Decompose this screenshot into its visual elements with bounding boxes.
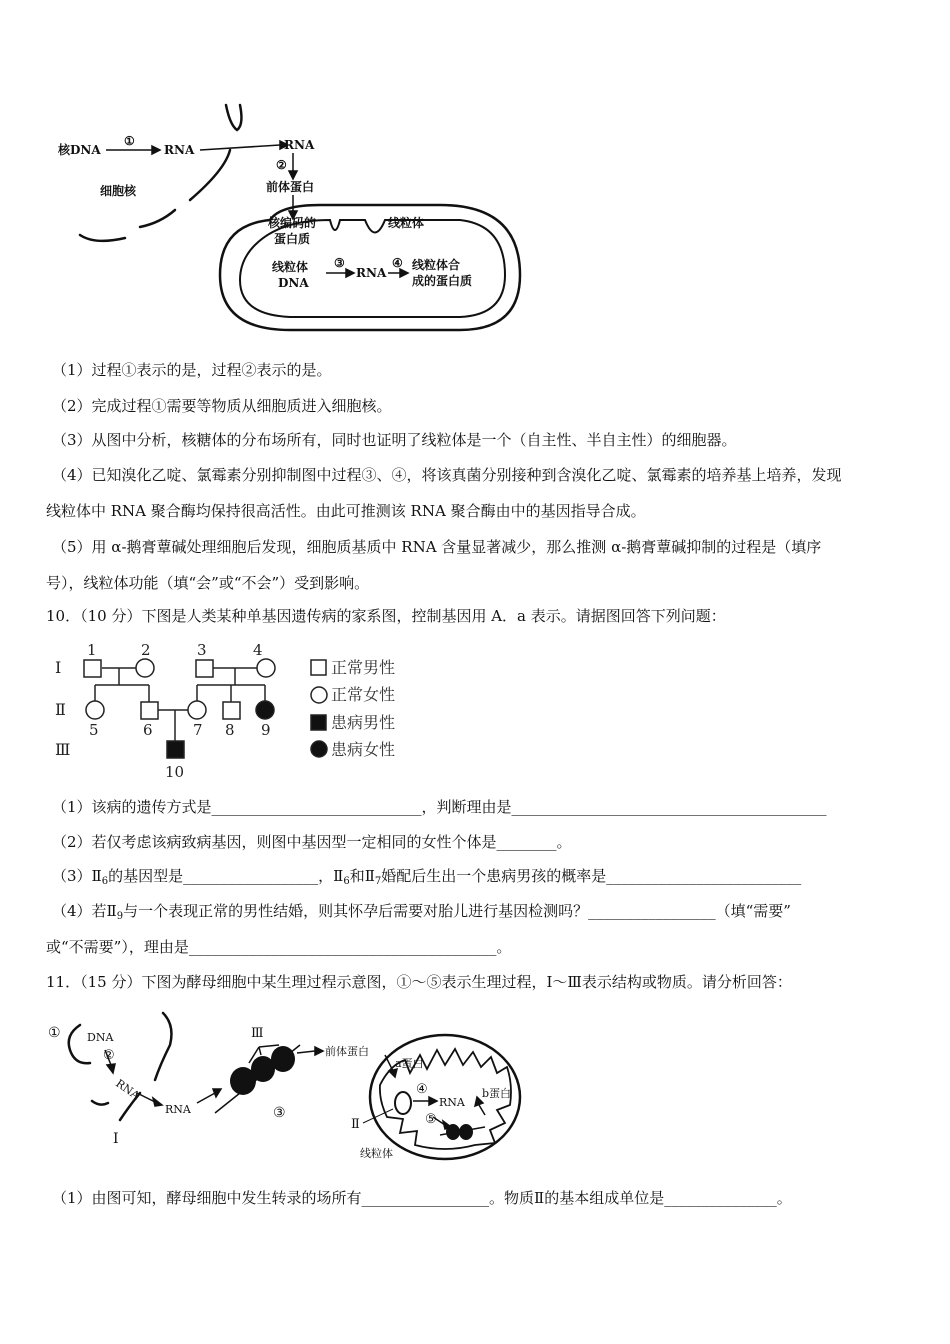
q10-part4-text-b: 与一个表现正常的男性结婚，则其怀孕后需要对胎儿进行基因检测吗？_________________（填“需要”	[123, 902, 791, 920]
legend-affected-female-symbol	[311, 741, 327, 757]
q11-part1: （1）由图可知，酵母细胞中发生转录的场所有_________________。物质Ⅱ的基本组成单位是_______________。	[52, 1189, 792, 1207]
fig11-roman3: Ⅲ	[251, 1026, 264, 1041]
pedigree-number-8: 8	[225, 721, 235, 739]
q10-header: 10．（10 分）下图是人类某种单基因遗传病的家系图，控制基因用 A．a 表示。请据图回答下列问题：	[46, 607, 726, 625]
fig11-roman2: Ⅱ	[351, 1117, 360, 1132]
fig11-rna: RNA	[165, 1103, 191, 1116]
nuclear-membrane-arc	[190, 150, 230, 200]
label-rna-a: RNA	[164, 143, 195, 157]
pedigree-number-2: 2	[141, 641, 151, 659]
fig11-precursor: 前体蛋白	[325, 1045, 369, 1058]
q9-part5-b: 号），线粒体功能（填“会”或“不会”）受到影响。	[46, 574, 370, 592]
fig11-step1: ①	[48, 1025, 61, 1041]
q10-part3-sub-2: 6	[343, 876, 350, 887]
label-nuclear-protein-1: 核编码的	[268, 216, 317, 230]
label-step2: ②	[276, 158, 287, 172]
pedigree-number-9: 9	[261, 721, 271, 739]
legend-normal-male: 正常男性	[331, 658, 396, 677]
q10-part4	[52, 901, 791, 927]
nuclear-membrane-mid	[140, 210, 175, 227]
mito-dna-ring	[395, 1092, 411, 1114]
label-step3: ③	[334, 256, 345, 270]
legend-affected-female: 患病女性	[331, 740, 396, 759]
q11-header: 11．（15 分）下图为酵母细胞中某生理过程示意图，①～⑤表示生理过程，Ⅰ～Ⅲ表示结构或物质。请分析回答：	[46, 973, 792, 991]
pedigree-chart	[45, 635, 425, 785]
q10-part1: （1）该病的遗传方式是____________________________，判断理由是__________________________________________	[52, 798, 827, 816]
gen-label-3: Ⅲ	[55, 740, 71, 759]
q10-part3-text-b: 的基因型是__________________，Ⅱ	[108, 867, 344, 885]
q10-part4-text-a: （4）若Ⅱ	[52, 902, 117, 920]
fig11-step4: ④	[416, 1082, 428, 1097]
person-10-affected-male	[167, 741, 184, 758]
nuclear-membrane-top	[226, 105, 241, 130]
q10-part4-sub: 9	[116, 911, 124, 922]
label-nuclear-protein-2: 蛋白质	[274, 232, 311, 246]
label-mito-protein-1: 线粒体合	[412, 258, 461, 272]
person-4-normal-female	[257, 659, 275, 677]
q9-part3: （3）从图中分析，核糖体的分布场所有，同时也证明了线粒体是一个（自主性、半自主性）的细胞器。	[52, 431, 737, 449]
person-9-affected-female	[256, 701, 274, 719]
legend-normal-female: 正常女性	[331, 685, 396, 704]
label-rna-b: RNA	[284, 138, 315, 152]
person-2-normal-female	[136, 659, 154, 677]
label-rna-c: RNA	[356, 266, 387, 280]
nuclear-membrane-bottom	[80, 235, 125, 241]
q9-part5-a: （5）用 α-鹅膏蕈碱处理细胞后发现，细胞质基质中 RNA 含量显著减少，那么推测 α-鹅膏蕈碱抑制的过程是（填序	[52, 538, 822, 556]
figure-gene-expression	[40, 95, 560, 340]
person-8-normal-male	[223, 702, 240, 719]
person-7-normal-female	[188, 701, 206, 719]
fig11-rna-diagonal: RNA	[113, 1076, 142, 1103]
legend-affected-male-symbol	[311, 715, 326, 730]
label-mito-dna-2: DNA	[278, 276, 309, 290]
pedigree-number-3: 3	[197, 641, 207, 659]
q10-part3	[52, 866, 801, 892]
person-6-normal-male	[141, 702, 158, 719]
pedigree-number-10: 10	[165, 763, 185, 781]
q9-part4-a: （4）已知溴化乙啶、氯霉素分别抑制图中过程③、④，将该真菌分别接种到含溴化乙啶、氯霉素的培养基上培养，发现	[52, 466, 842, 484]
q10-part4-c: 或“不需要”），理由是_________________________________________。	[46, 938, 512, 956]
q9-part2: （2）完成过程①需要等物质从细胞质进入细胞核。	[52, 397, 392, 415]
label-precursor-protein: 前体蛋白	[266, 180, 315, 194]
label-nucleus: 细胞核	[100, 184, 137, 198]
gen-label-2: Ⅱ	[55, 700, 66, 719]
fig11-dna: DNA	[87, 1031, 114, 1044]
person-5-normal-female	[86, 701, 104, 719]
pedigree-number-4: 4	[253, 641, 263, 659]
q10-part3-sub-1: 6	[101, 876, 109, 887]
label-step4: ④	[392, 256, 403, 270]
q10-part3-text-a: （3）Ⅱ	[52, 867, 102, 885]
nuclear-membrane-small	[92, 1101, 108, 1105]
q10-part3-text-d: 婚配后生出一个患病男孩的概率是__________________________	[381, 867, 802, 885]
pedigree-number-1: 1	[87, 641, 97, 659]
person-3-normal-male	[196, 660, 213, 677]
label-mito-protein-2: 成的蛋白质	[412, 274, 473, 288]
label-nucleus-dna: 核DNA	[58, 143, 101, 157]
label-mitochondrion: 线粒体	[388, 216, 425, 230]
pedigree-number-5: 5	[89, 721, 99, 739]
person-1-normal-male	[84, 660, 101, 677]
q10-part2: （2）若仅考虑该病致病基因，则图中基因型一定相同的女性个体是________。	[52, 833, 572, 851]
fig11-mito-label: 线粒体	[360, 1147, 393, 1160]
fig11-step2: ②	[103, 1048, 115, 1063]
fig11-step5: ⑤	[425, 1112, 437, 1127]
pedigree-number-7: 7	[193, 721, 203, 739]
legend-normal-male-symbol	[311, 660, 326, 675]
label-step1: ①	[124, 134, 135, 148]
fig11-a-protein: a蛋白	[395, 1057, 424, 1070]
fig11-b-protein: b蛋白	[482, 1087, 512, 1100]
q9-part1: （1）过程①表示的是，过程②表示的是。	[52, 361, 332, 379]
nuclear-membrane-top	[155, 1013, 171, 1080]
fig11-step3: ③	[273, 1105, 286, 1121]
q9-part4-b: 线粒体中 RNA 聚合酶均保持很高活性。由此可推测该 RNA 聚合酶由中的基因指导合成。	[46, 502, 646, 520]
legend-affected-male: 患病男性	[331, 713, 396, 732]
gen-label-1: Ⅰ	[55, 658, 62, 677]
q10-part3-sub-3: 7	[374, 876, 382, 887]
label-mito-dna-1: 线粒体	[272, 260, 309, 274]
figure-yeast-process	[45, 1005, 545, 1165]
fig11-roman1: Ⅰ	[113, 1131, 119, 1147]
pedigree-number-6: 6	[143, 721, 153, 739]
fig11-rna2: RNA	[439, 1096, 465, 1109]
q10-part3-text-c: 和Ⅱ	[349, 867, 375, 885]
legend-normal-female-symbol	[311, 687, 327, 703]
